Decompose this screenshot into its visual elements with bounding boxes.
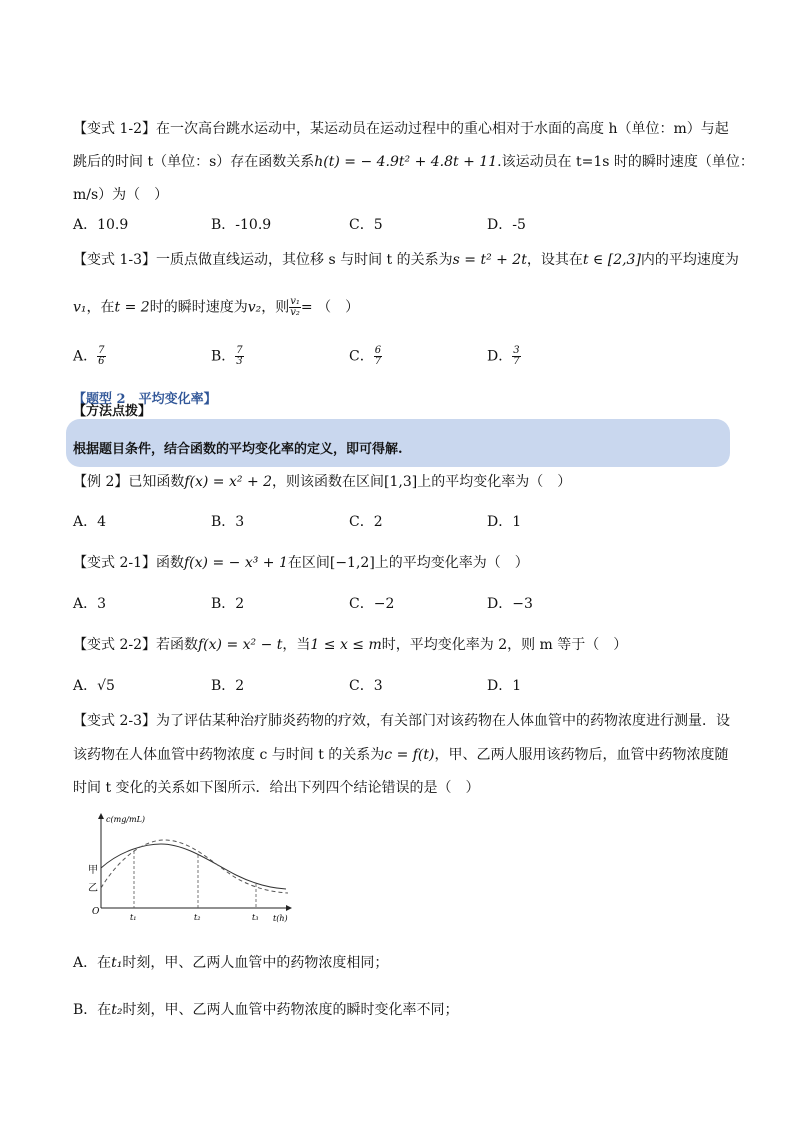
tick-t2: t₂: [194, 913, 201, 922]
y-axis-label: c(mg/mL): [106, 815, 146, 824]
q12-formula: h(t) = − 4.9t² + 4.8t + 11: [314, 154, 498, 170]
q13-option-c[interactable]: C． $\frac{6}{7}$: [349, 345, 382, 367]
q23-line3: 时间 t 变化的关系如下图所示．给出下列四个结论错误的是（ ）: [73, 780, 480, 796]
method-text: 根据题目条件，结合函数的平均变化率的定义，即可得解.: [73, 442, 403, 457]
series-yi: [101, 840, 288, 893]
ex2-label: 【例 2】: [73, 474, 129, 490]
ex2-option-a[interactable]: A．4: [73, 514, 107, 530]
x-axis-label: t(h): [273, 914, 288, 923]
q21-label: 【变式 2-1】: [73, 555, 156, 571]
concentration-chart: [76, 810, 296, 930]
q21-option-d[interactable]: D．−3: [487, 596, 533, 612]
q23-line2: 该药物在人体血管中药物浓度 c 与时间 t 的关系为c = f(t)，甲、乙两人服用该药物后，血管中药物浓度随: [73, 747, 729, 763]
q23-line1: 【变式 2-3】为了评估某种治疗肺炎药物的疗效，有关部门对该药物在人体血管中的药物浓度进行测量．设: [73, 713, 730, 729]
q22-option-c[interactable]: C．3: [349, 678, 383, 694]
q12-label: 【变式 1-2】: [73, 121, 156, 137]
q12-line1: 【变式 1-2】在一次高台跳水运动中，某运动员在运动过程中的重心相对于水面的高度 h（单位：m）与起: [73, 121, 729, 137]
q21-option-a[interactable]: A．3: [73, 596, 107, 612]
q12-option-c[interactable]: C．5: [349, 217, 383, 233]
q22-option-d[interactable]: D．1: [487, 678, 522, 694]
q12-option-a[interactable]: A．10.9: [73, 217, 129, 233]
q21-option-c[interactable]: C．−2: [349, 596, 395, 612]
q13-line1: 【变式 1-3】一质点做直线运动，其位移 s 与时间 t 的关系为s = t² + 2t，设其在t ∈ [2,3]内的平均速度为: [73, 252, 739, 268]
y-label-jia: 甲: [88, 865, 98, 876]
q13-ratio: $\frac{\text{v₁}}{\text{v₂}}$: [290, 296, 300, 318]
q12-line3: m/s）为（ ）: [73, 187, 169, 203]
q13-line2: v₁，在t = 2时的瞬时速度为v₂，则 $\frac{\text{v₁}}{\text{v₂}}$ = （ ）: [73, 296, 360, 318]
q13-option-b[interactable]: B． $\frac{7}{3}$: [211, 345, 243, 367]
q22-option-b[interactable]: B．2: [211, 678, 245, 694]
section-heading: 【题型 2 平均变化率】: [73, 392, 217, 407]
y-label-yi: 乙: [88, 883, 98, 894]
q13-label: 【变式 1-3】: [73, 252, 156, 268]
q21-option-b[interactable]: B．2: [211, 596, 245, 612]
q22-line: 【变式 2-2】若函数f(x) = x² − t，当1 ≤ x ≤ m时，平均变化率为 2，则 m 等于（ ）: [73, 637, 628, 653]
q23-option-b[interactable]: B．在t₂时刻，甲、乙两人血管中药物浓度的瞬时变化率不同；: [73, 1002, 459, 1018]
tick-t3: t₃: [252, 913, 259, 922]
ex2-option-c[interactable]: C．2: [349, 514, 383, 530]
series-jia: [101, 844, 286, 889]
q13-option-a[interactable]: A． $\frac{7}{6}$: [73, 345, 105, 367]
q13-option-d[interactable]: D． $\frac{3}{7}$: [487, 345, 520, 367]
tick-t1: t₁: [130, 913, 137, 922]
ex2-option-d[interactable]: D．1: [487, 514, 522, 530]
q21-line: 【变式 2-1】函数f(x) = − x³ + 1在区间[−1,2]上的平均变化率为（ ）: [73, 555, 529, 571]
q23-label: 【变式 2-3】: [73, 713, 156, 729]
q22-label: 【变式 2-2】: [73, 637, 156, 653]
q23-option-a[interactable]: A．在t₁时刻，甲、乙两人血管中的药物浓度相同；: [73, 955, 389, 971]
q12-option-d[interactable]: D．-5: [487, 217, 526, 233]
q22-option-a[interactable]: A．√5: [73, 678, 115, 694]
method-title: 【方法点拨】: [73, 404, 152, 419]
origin-label: O: [92, 907, 100, 917]
ex2-line: 【例 2】已知函数f(x) = x² + 2，则该函数在区间[1,3]上的平均变化率为（ ）: [73, 474, 572, 490]
q12-line2: 跳后的时间 t（单位：s）存在函数关系h(t) = − 4.9t² + 4.8t + 11.该运动员在 t=1s 时的瞬时速度（单位：: [73, 154, 754, 170]
ex2-option-b[interactable]: B．3: [211, 514, 245, 530]
q12-option-b[interactable]: B．-10.9: [211, 217, 272, 233]
